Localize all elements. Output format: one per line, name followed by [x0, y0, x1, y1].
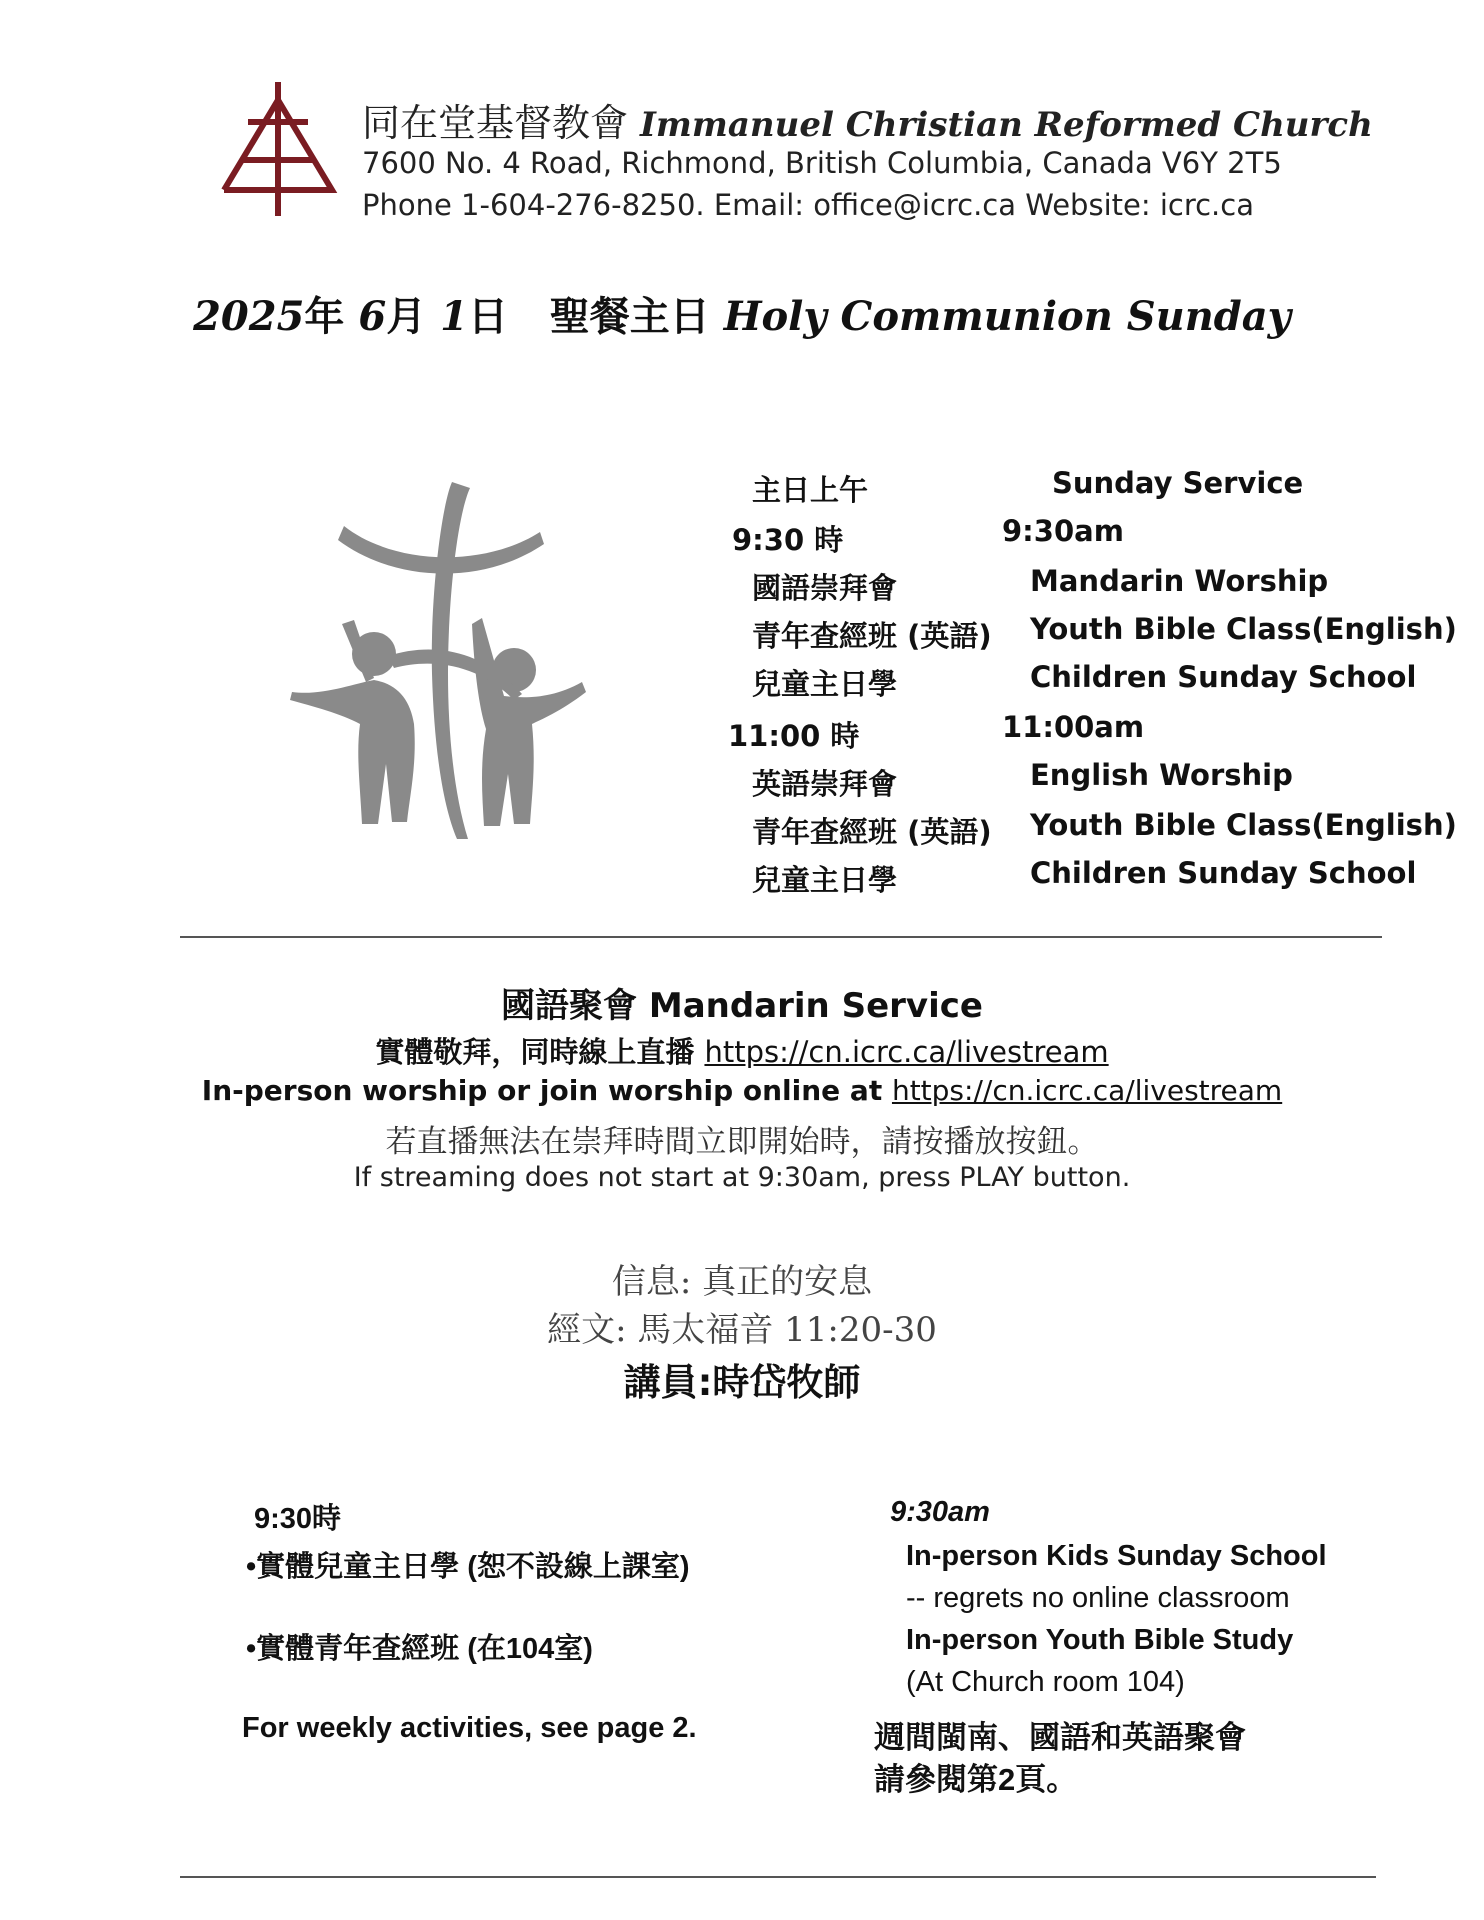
schedule-item-en: Youth Bible Class(English) — [1030, 612, 1457, 646]
section-divider — [180, 1876, 1376, 1878]
weekly-activities-note-cn: 週間閩南、國語和英語聚會 — [874, 1720, 1246, 1755]
streaming-note-cn: 若直播無法在崇拜時間立即開始時，請按播放按鈕。 — [385, 1124, 1099, 1160]
livestream-en-text: In-person worship or join worship online at — [201, 1074, 892, 1107]
cross-people-illustration-icon — [282, 474, 602, 844]
class-item-en-sub: -- regrets no online classroom — [906, 1582, 1290, 1614]
class-item-en-sub: (At Church room 104) — [906, 1666, 1185, 1698]
title-month-unit: 月 — [386, 293, 427, 340]
schedule-time1-en: 9:30am — [1002, 514, 1124, 548]
schedule-time2-en: 11:00am — [1002, 710, 1145, 744]
class-item-en: In-person Kids Sunday School — [906, 1540, 1327, 1572]
title-occasion-cn: 聖餐主日 — [549, 293, 710, 340]
classes-time-cn: 9:30時 — [254, 1503, 342, 1535]
schedule-item-cn: 兒童主日學 — [752, 863, 898, 897]
weekly-activities-note-cn: 請參閱第2頁。 — [874, 1762, 1078, 1797]
schedule-item-en: English Worship — [1030, 758, 1293, 792]
mandarin-service-title: 國語聚會 Mandarin Service — [501, 986, 983, 1026]
schedule-item-en: Mandarin Worship — [1030, 564, 1329, 598]
church-name — [362, 92, 1373, 147]
schedule-item-cn: 青年查經班 (英語) — [752, 619, 992, 653]
title-occasion-en: Holy Communion Sunday — [723, 293, 1291, 340]
church-name-en: Immanuel Christian Reformed Church — [640, 105, 1373, 145]
weekly-activities-note: For weekly activities, see page 2. — [242, 1712, 697, 1744]
schedule-item-en: Youth Bible Class(English) — [1030, 808, 1457, 842]
church-name-cn: 同在堂基督教會 — [362, 101, 629, 145]
page-title — [0, 285, 1484, 342]
title-day: 1 — [440, 293, 468, 340]
church-logo-icon — [218, 78, 338, 220]
schedule-heading-cn: 主日上午 — [752, 473, 869, 507]
schedule-item-cn: 兒童主日學 — [752, 667, 898, 701]
class-item-en: In-person Youth Bible Study — [906, 1624, 1294, 1656]
livestream-cn-text: 實體敬拜，同時線上直播 — [375, 1035, 705, 1069]
class-item-cn: •實體青年查經班 (在104室) — [246, 1633, 593, 1665]
schedule-item-cn: 英語崇拜會 — [752, 767, 898, 801]
sermon-speaker: 講員:時岱牧師 — [623, 1361, 861, 1404]
title-year: 2025 — [193, 293, 305, 340]
mandarin-livestream-cn — [0, 1030, 1484, 1071]
streaming-note-en: If streaming does not start at 9:30am, press PLAY button. — [353, 1162, 1131, 1193]
section-divider — [180, 936, 1382, 938]
mandarin-livestream-en — [0, 1074, 1484, 1107]
schedule-item-cn: 國語崇拜會 — [752, 571, 898, 605]
class-item-cn: •實體兒童主日學 (恕不設線上課室) — [246, 1551, 690, 1583]
livestream-link[interactable]: https://cn.icrc.ca/livestream — [891, 1074, 1283, 1107]
schedule-time1-cn: 9:30 時 — [732, 523, 844, 557]
church-address: 7600 No. 4 Road, Richmond, British Columbia, Canada V6Y 2T5 — [362, 146, 1282, 180]
title-day-unit: 日 — [467, 293, 508, 340]
schedule-item-cn: 青年查經班 (英語) — [752, 815, 992, 849]
schedule-heading-en: Sunday Service — [1052, 466, 1304, 500]
sermon-title: 信息: 真正的安息 — [611, 1262, 873, 1302]
schedule-item-en: Children Sunday School — [1030, 856, 1417, 890]
title-month: 6 — [358, 293, 387, 340]
classes-time-en: 9:30am — [890, 1496, 990, 1528]
schedule-item-en: Children Sunday School — [1030, 660, 1417, 694]
livestream-link[interactable]: https://cn.icrc.ca/livestream — [704, 1035, 1109, 1069]
sermon-scripture: 經文: 馬太福音 11:20-30 — [547, 1310, 937, 1350]
title-year-unit: 年 — [304, 293, 345, 340]
schedule-time2-cn: 11:00 時 — [728, 719, 860, 753]
church-contact: Phone 1-604-276-8250. Email: office@icrc.ca Website: icrc.ca — [362, 188, 1254, 222]
